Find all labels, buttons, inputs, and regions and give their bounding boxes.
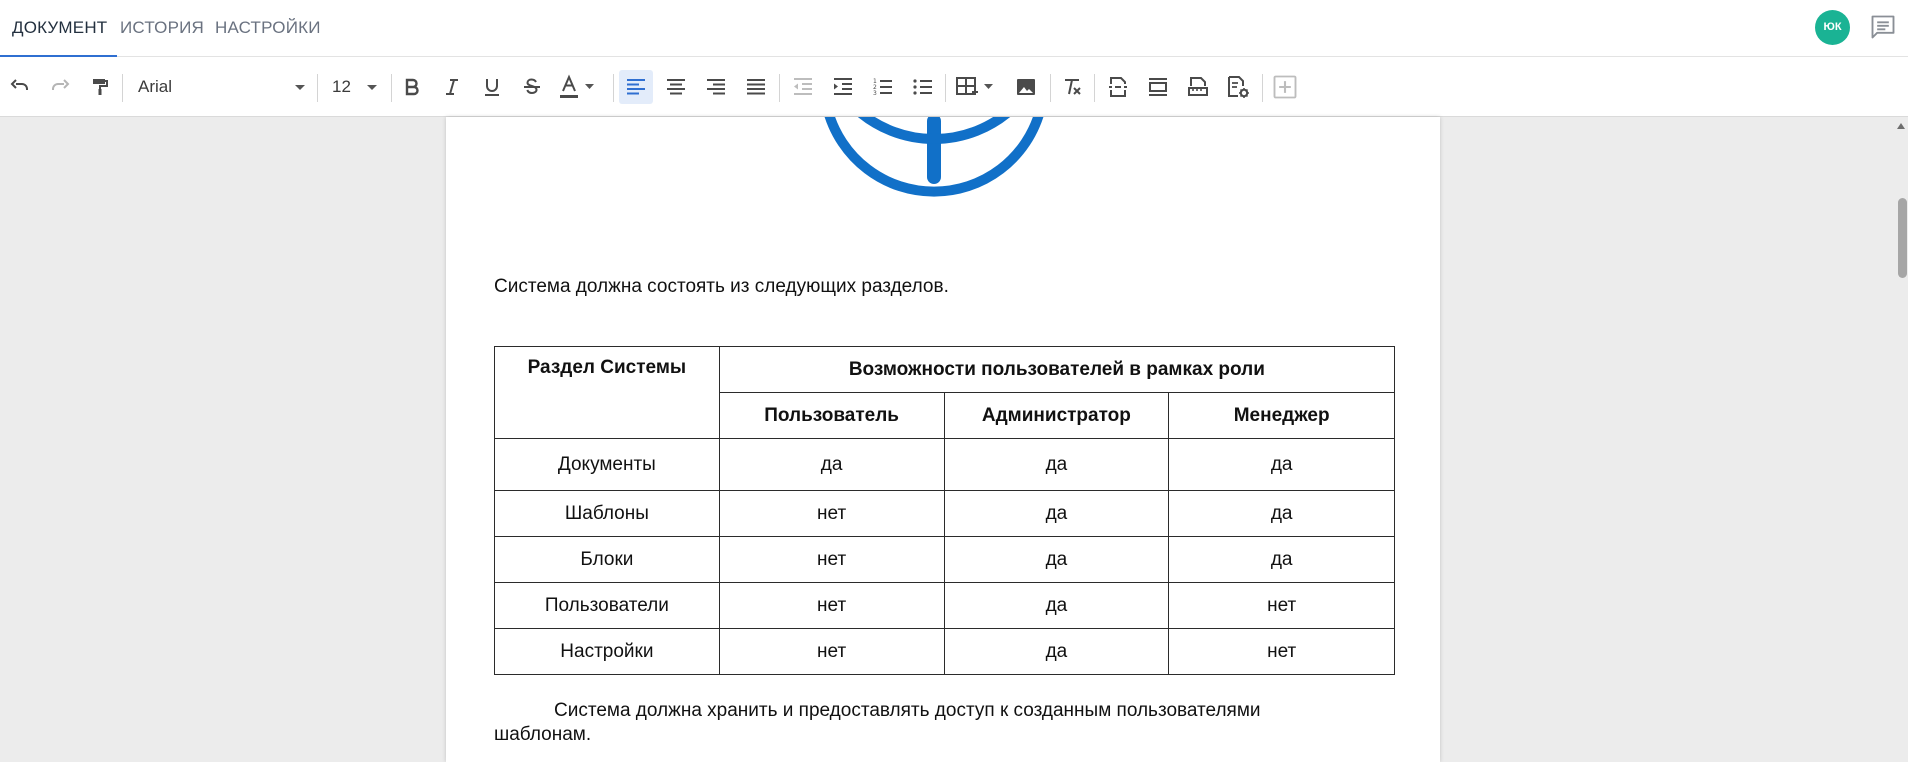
underline-icon — [480, 75, 504, 99]
table-row — [495, 439, 1395, 491]
outdent-icon — [791, 75, 815, 99]
tab-history[interactable]: ИСТОРИЯ — [120, 18, 205, 37]
table-header-role: Пользователь — [719, 393, 944, 439]
table-cell: нет — [719, 537, 944, 583]
document-settings-button[interactable] — [1221, 70, 1255, 104]
align-right-button[interactable] — [699, 70, 733, 104]
comment-icon — [1869, 13, 1897, 41]
undo-button[interactable] — [3, 70, 37, 104]
table-cell: да — [1169, 439, 1395, 491]
table-header-role: Администратор — [944, 393, 1169, 439]
chevron-down-icon — [366, 84, 378, 91]
insert-image-button[interactable] — [1009, 70, 1043, 104]
table-cell: да — [719, 439, 944, 491]
block-icon — [1146, 75, 1170, 99]
table-icon — [954, 74, 998, 100]
numbered-list-button[interactable] — [866, 70, 900, 104]
text-color-icon — [557, 74, 601, 100]
tab-settings[interactable]: НАСТРОЙКИ — [215, 18, 321, 37]
bold-button[interactable] — [395, 70, 429, 104]
table-cell: нет — [719, 583, 944, 629]
table-header-section: Раздел Системы — [495, 347, 720, 439]
undo-icon — [8, 75, 32, 99]
svg-text:1: 1 — [873, 78, 877, 85]
table-cell: да — [944, 439, 1169, 491]
font-size-value: 12 — [332, 77, 351, 96]
image-icon — [1014, 75, 1038, 99]
roles-table — [494, 346, 1395, 675]
bold-icon — [400, 75, 424, 99]
formatting-toolbar — [0, 57, 1908, 117]
decrease-indent-button[interactable] — [786, 70, 820, 104]
table-cell-section: Документы — [495, 439, 720, 491]
document-page[interactable] — [446, 117, 1440, 762]
table-cell: да — [1169, 491, 1395, 537]
page-ruler-icon — [1186, 75, 1210, 99]
table-cell: нет — [719, 629, 944, 675]
svg-text:2: 2 — [873, 84, 877, 91]
table-cell: да — [1169, 537, 1395, 583]
table-row — [495, 491, 1395, 537]
comments-button[interactable] — [1869, 13, 1897, 41]
table-cell-section: Пользователи — [495, 583, 720, 629]
clear-format-icon — [1060, 75, 1084, 99]
indent-icon — [831, 75, 855, 99]
table-cell: да — [944, 629, 1169, 675]
clear-formatting-button[interactable] — [1055, 70, 1089, 104]
align-center-button[interactable] — [659, 70, 693, 104]
increase-indent-button[interactable] — [826, 70, 860, 104]
align-left-icon — [624, 75, 648, 99]
page-setup-button[interactable] — [1181, 70, 1215, 104]
table-cell: нет — [1169, 583, 1395, 629]
bulleted-list-button[interactable] — [906, 70, 940, 104]
table-header-group: Возможности пользователей в рамках роли — [719, 347, 1394, 393]
add-comment-icon — [1271, 73, 1299, 101]
table-cell: нет — [1169, 629, 1395, 675]
table-cell-section: Настройки — [495, 629, 720, 675]
italic-button[interactable] — [435, 70, 469, 104]
table-row — [495, 629, 1395, 675]
table-cell: нет — [719, 491, 944, 537]
scroll-up-arrow-icon[interactable] — [1896, 122, 1906, 130]
table-cell: да — [944, 583, 1169, 629]
underline-button[interactable] — [475, 70, 509, 104]
table-cell-section: Шаблоны — [495, 491, 720, 537]
paint-roller-icon — [88, 75, 112, 99]
font-family-value: Arial — [138, 77, 173, 96]
page-break-icon — [1106, 75, 1130, 99]
table-header-role: Менеджер — [1169, 393, 1395, 439]
intro-paragraph: Система должна состоять из следующих разделов. — [494, 276, 949, 297]
table-cell-section: Блоки — [495, 537, 720, 583]
page-break-button[interactable] — [1101, 70, 1135, 104]
font-family-select[interactable] — [138, 70, 306, 104]
user-avatar[interactable]: ЮК — [1815, 10, 1850, 45]
align-center-icon — [664, 75, 688, 99]
insert-table-button[interactable] — [953, 70, 999, 104]
svg-text:3: 3 — [873, 90, 877, 97]
table-cell: да — [944, 491, 1169, 537]
table-row — [495, 537, 1395, 583]
power-icon — [814, 117, 1054, 249]
redo-icon — [48, 75, 72, 99]
align-right-icon — [704, 75, 728, 99]
paint-format-button[interactable] — [83, 70, 117, 104]
text-color-button[interactable] — [556, 70, 602, 104]
align-left-button[interactable] — [619, 70, 653, 104]
add-comment-button[interactable] — [1268, 70, 1302, 104]
vertical-scrollbar-thumb[interactable] — [1898, 198, 1907, 278]
chevron-down-icon — [294, 84, 306, 91]
table-row — [495, 583, 1395, 629]
redo-button[interactable] — [43, 70, 77, 104]
strikethrough-icon — [520, 75, 544, 99]
top-tab-bar — [0, 0, 1908, 57]
numbered-list-icon — [871, 75, 895, 99]
align-justify-icon — [744, 75, 768, 99]
bulleted-list-icon — [911, 75, 935, 99]
paragraph-line: шаблонам. — [494, 724, 592, 745]
italic-icon — [440, 75, 464, 99]
table-cell: да — [944, 537, 1169, 583]
align-justify-button[interactable] — [739, 70, 773, 104]
document-settings-icon — [1225, 74, 1251, 100]
tab-document[interactable]: ДОКУМЕНТ — [12, 0, 107, 57]
insert-block-button[interactable] — [1141, 70, 1175, 104]
strikethrough-button[interactable] — [515, 70, 549, 104]
font-size-select[interactable] — [332, 70, 378, 104]
paragraph-line: Система должна хранить и предоставлять доступ к созданным пользователями — [554, 700, 1261, 721]
